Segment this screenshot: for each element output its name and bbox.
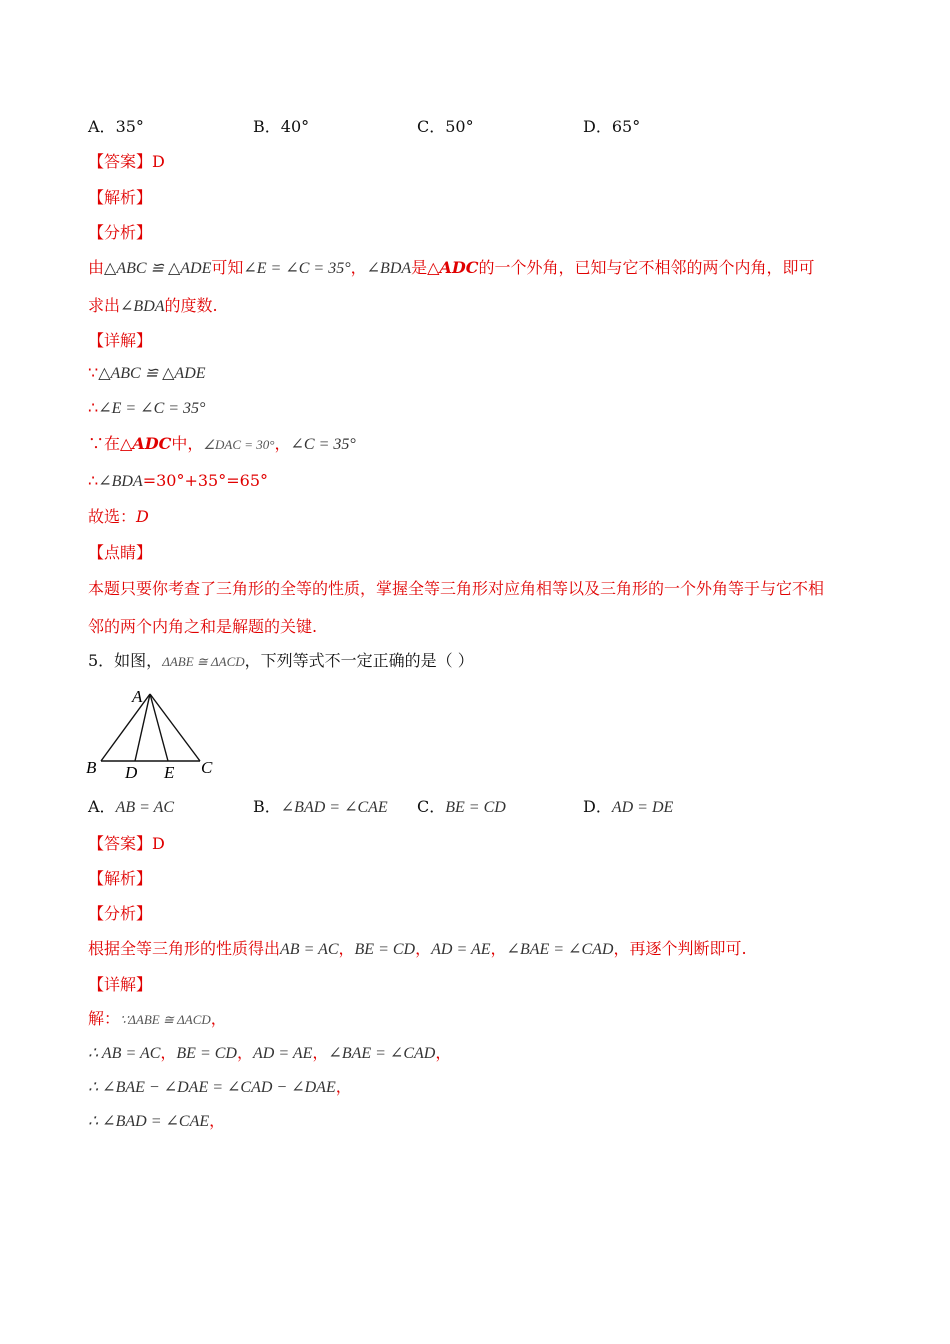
q5-jiexi-heading: 【解析】 <box>88 869 153 888</box>
q4-step-4: ∴∠BDA=30°+35°=65° <box>88 471 268 490</box>
q4-dianjing-heading: 【点睛】 <box>88 543 153 562</box>
q5-stem: 5．如图，ΔABE ≅ ΔACD，下列等式不一定正确的是（ ） <box>88 651 474 670</box>
q4-option-b: B．40° <box>253 117 310 136</box>
q4-jiexi-heading: 【解析】 <box>88 188 153 207</box>
q5-option-c: C．BE = CD <box>417 797 506 816</box>
vertex-label-a: A <box>132 687 143 706</box>
q4-comment-line-2: 邻的两个内角之和是解题的关键. <box>88 617 318 636</box>
q4-option-a: A．35° <box>88 117 144 136</box>
q5-answer: 【答案】D <box>88 834 165 853</box>
q5-detail-3: ∴ ∠BAE − ∠DAE = ∠CAD − ∠DAE， <box>88 1077 352 1096</box>
q5-detail-4: ∴ ∠BAD = ∠CAE， <box>88 1111 226 1130</box>
q5-fenxi-heading: 【分析】 <box>88 904 153 923</box>
q5-triangle-figure <box>80 682 230 782</box>
q5-detail-1: 解：∵ΔABE ≅ ΔACD， <box>88 1009 227 1028</box>
q4-option-c: C．50° <box>417 117 474 136</box>
vertex-label-e: E <box>164 763 175 782</box>
q5-analysis: 根据全等三角形的性质得出AB = AC，BE = CD，AD = AE，∠BAE = ∠CAD，再逐个判断即可. <box>88 939 747 958</box>
segment-ae <box>150 694 168 761</box>
vertex-label-c: C <box>201 758 213 777</box>
q4-step-3: ∵在△ADC中，∠DAC = 30°，∠C = 35° <box>88 434 356 453</box>
q5-option-a: A．AB = AC <box>88 797 175 816</box>
q5-option-d: D．AD = DE <box>583 797 674 816</box>
q4-step-1: ∵△ABC ≌ △ADE <box>88 363 206 382</box>
vertex-label-b: B <box>86 758 97 777</box>
q4-fenxi-heading: 【分析】 <box>88 223 153 242</box>
q5-option-b: B．∠BAD = ∠CAE <box>253 797 388 816</box>
q5-xiangjie-heading: 【详解】 <box>88 975 153 994</box>
q5-detail-2: ∴ AB = AC，BE = CD，AD = AE，∠BAE = ∠CAD， <box>88 1043 452 1062</box>
segment-ac <box>150 694 200 761</box>
q4-option-d: D．65° <box>583 117 641 136</box>
vertex-label-d: D <box>125 763 138 782</box>
q4-comment-line-1: 本题只要你考查了三角形的全等的性质，掌握全等三角形对应角相等以及三角形的一个外角等于与它不相 <box>88 579 825 598</box>
q4-analysis-line-2: 求出∠BDA的度数. <box>88 296 218 315</box>
q4-analysis-line-1: 由△ABC ≌ △ADE可知∠E = ∠C = 35°，∠BDA是△ADC的一个外角，已知与它不相邻的两个内角，即可 <box>88 258 815 277</box>
q4-xiangjie-heading: 【详解】 <box>88 331 153 350</box>
q4-step-5: 故选：D <box>88 507 149 526</box>
q4-answer: 【答案】D <box>88 152 165 171</box>
q4-step-2: ∴∠E = ∠C = 35° <box>88 398 206 417</box>
